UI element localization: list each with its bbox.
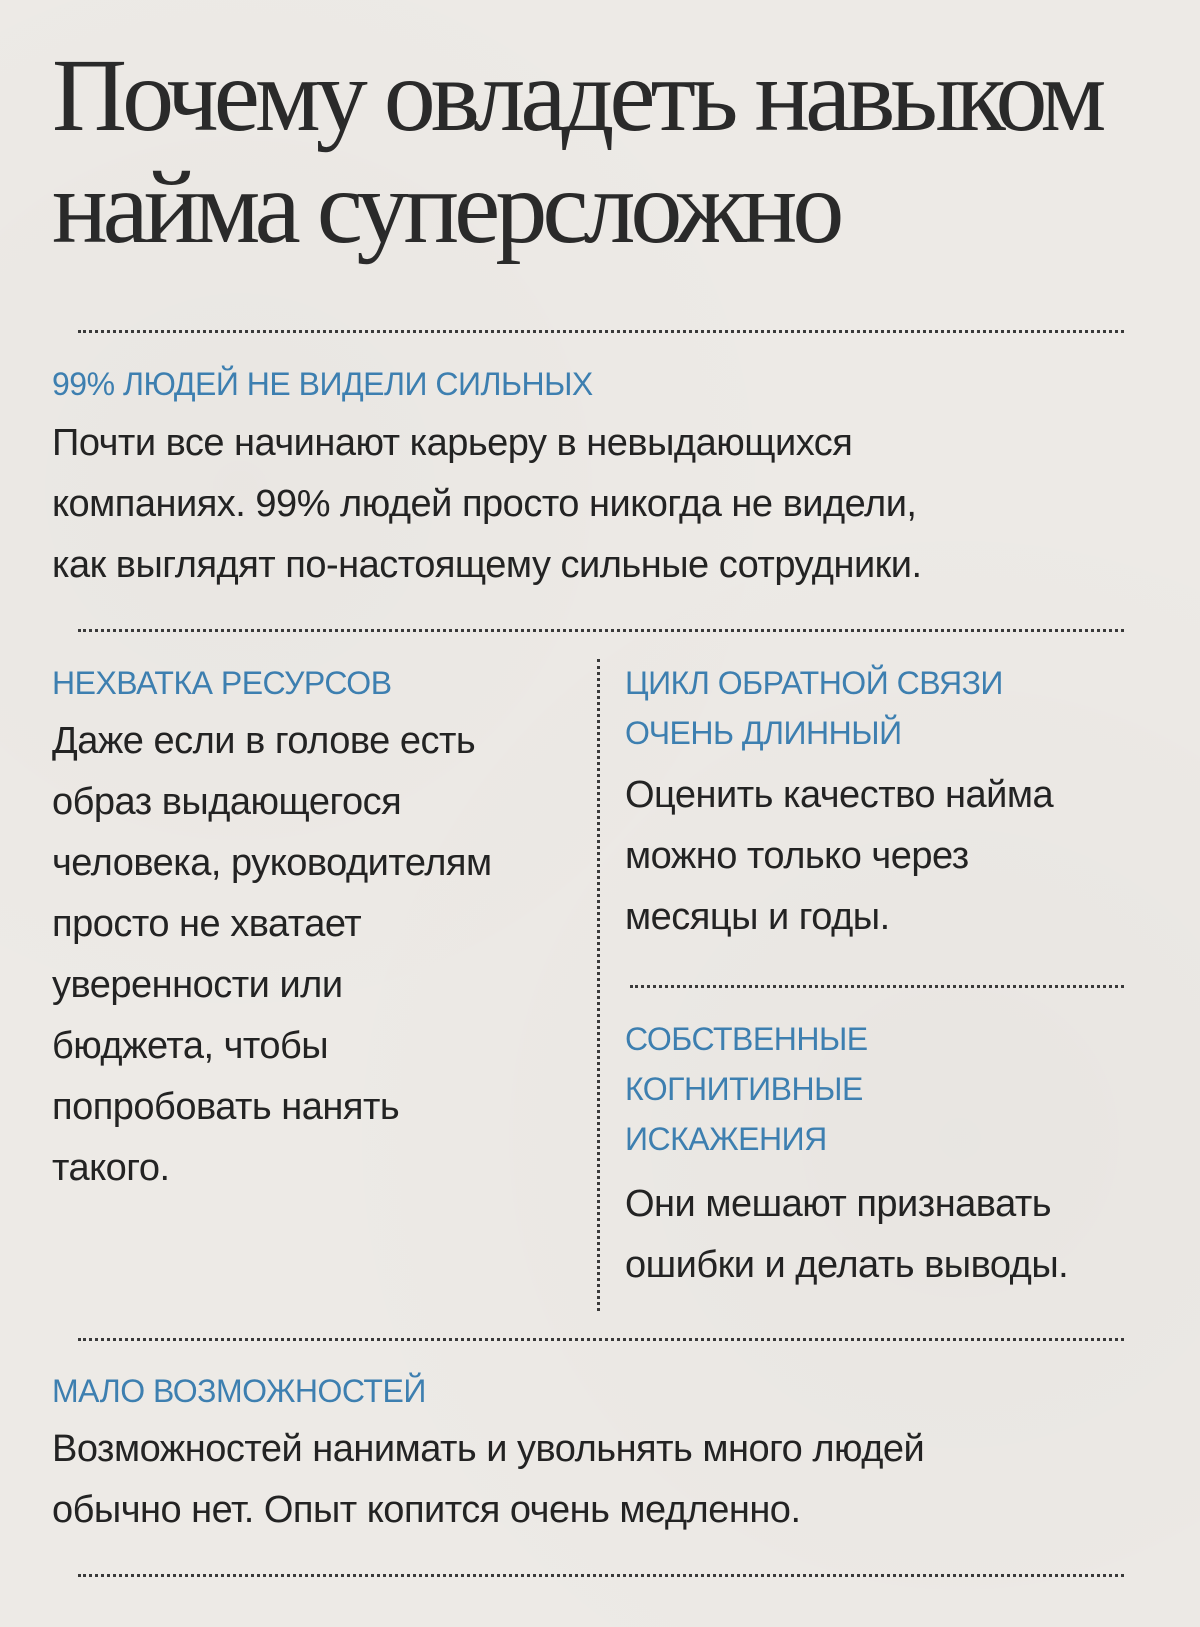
section-text	[52, 711, 492, 1199]
text-line: попробовать нанять	[52, 1086, 400, 1128]
divider-right-column	[630, 985, 1124, 988]
heading-line: ЦИКЛ ОБРАТНОЙ СВЯЗИ	[625, 665, 1003, 701]
text-line: такого.	[52, 1147, 170, 1189]
text-line: обычно нет. Опыт копится очень медленно.	[52, 1489, 801, 1531]
text-line: Возможностей нанимать и увольнять много людей	[52, 1428, 925, 1470]
section-heading: МАЛО ВОЗМОЖНОСТЕЙ	[52, 1373, 426, 1409]
text-line: просто не хватает	[52, 903, 362, 945]
divider-middle	[78, 629, 1124, 632]
heading-line: ОЧЕНЬ ДЛИННЫЙ	[625, 715, 902, 751]
text-line: Оценить качество найма	[625, 774, 1054, 816]
section-heading	[625, 658, 1003, 758]
section-text	[52, 413, 922, 596]
text-line: компаниях. 99% людей просто никогда не видели,	[52, 483, 917, 525]
text-line: образ выдающегося	[52, 781, 402, 823]
text-line: Почти все начинают карьеру в невыдающихся	[52, 422, 853, 464]
text-line: можно только через	[625, 835, 969, 877]
text-line: человека, руководителям	[52, 842, 492, 884]
column-divider	[597, 659, 600, 1311]
section-text	[625, 765, 1053, 948]
section-heading: 99% ЛЮДЕЙ НЕ ВИДЕЛИ СИЛЬНЫХ	[52, 366, 593, 402]
text-line: Даже если в голове есть	[52, 720, 476, 762]
page-title	[52, 40, 1162, 264]
heading-line: СОБСТВЕННЫЕ	[625, 1021, 868, 1057]
divider-bottom	[78, 1574, 1124, 1577]
section-text	[52, 1419, 924, 1541]
divider-lower	[78, 1338, 1124, 1341]
text-line: Они мешают признавать	[625, 1183, 1052, 1225]
divider-top	[78, 330, 1124, 333]
text-line: уверенности или	[52, 964, 343, 1006]
section-text	[625, 1174, 1068, 1296]
title-line-2: найма суперсложно	[52, 150, 840, 265]
section-heading: НЕХВАТКА РЕСУРСОВ	[52, 665, 392, 701]
text-line: как выглядят по-настоящему сильные сотрудники.	[52, 544, 922, 586]
heading-line: ИСКАЖЕНИЯ	[625, 1121, 827, 1157]
heading-line: КОГНИТИВНЫЕ	[625, 1071, 863, 1107]
text-line: месяцы и годы.	[625, 896, 890, 938]
section-heading	[625, 1014, 868, 1164]
text-line: бюджета, чтобы	[52, 1025, 329, 1067]
text-line: ошибки и делать выводы.	[625, 1244, 1069, 1286]
title-line-1: Почему овладеть навыком	[52, 38, 1102, 153]
